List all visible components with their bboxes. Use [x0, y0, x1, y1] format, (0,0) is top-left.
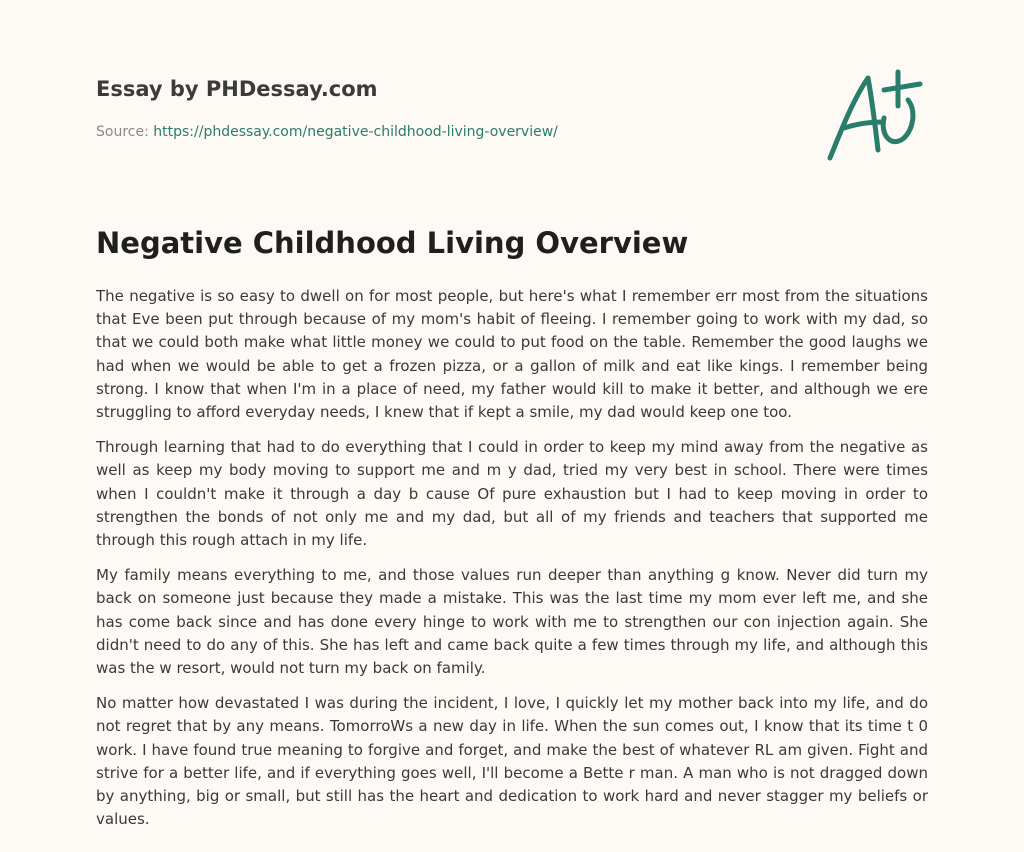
essay-paragraph: No matter how devastated I was during the incident, I love, I quickly let my mother back into my life, and do not regret that by any means. TomorroWs a new day in life. When the sun comes out, I know that its time t 0 work. I have found true meaning to forgive and forget, and make the best of whatever RL am given. Fight and strive for a better life, and if everything goes well, I'll become a Bette r man. A man who is not dragged down by anything, big or small, but still has the heart and dedication to work hard and never stagger my beliefs or values.	[96, 694, 928, 829]
page-title: Negative Childhood Living Overview	[96, 226, 689, 260]
a-plus-grade-icon	[820, 66, 930, 166]
site-brand: Essay by PHDessay.com	[96, 77, 378, 101]
essay-paragraph: The negative is so easy to dwell on for most people, but here's what I remember err most from the situations that Eve been put through because of my mom's habit of fleeing. I remember going to work with my dad, so that we could both make what little money we could to put food on the table. Remember the good laughs we had when we would be able to get a frozen pizza, or a gallon of milk and eat like kings. I remember being strong. I know that when I'm in a place of need, my father would kill to make it better, and although we ere struggling to afford everyday needs, I knew that if kept a smile, my dad would keep one too.	[96, 287, 928, 422]
essay-body	[96, 285, 928, 843]
essay-paragraph: My family means everything to me, and those values run deeper than anything g know. Never did turn my back on someone just because they made a mistake. This was the last time my mom ever left me, and she has come back since and has done every hinge to work with me to strengthen our con injection again. She didn't need to do any of this. She has left and came back quite a few times through my life, and although this was the w resort, would not turn my back on family.	[96, 566, 928, 678]
source-line	[96, 124, 558, 140]
source-link[interactable]: https://phdessay.com/negative-childhood-living-overview/	[153, 124, 558, 140]
source-label: Source:	[96, 124, 154, 140]
essay-paragraph: Through learning that had to do everything that I could in order to keep my mind away from the negative as well as keep my body moving to support me and m y dad, tried my very best in school. There were times when I couldn't make it through a day b cause Of pure exhaustion but I had to keep moving in order to strengthen the bonds of not only me and my dad, but all of my friends and teachers that supported me through this rough attach in my life.	[96, 438, 928, 550]
